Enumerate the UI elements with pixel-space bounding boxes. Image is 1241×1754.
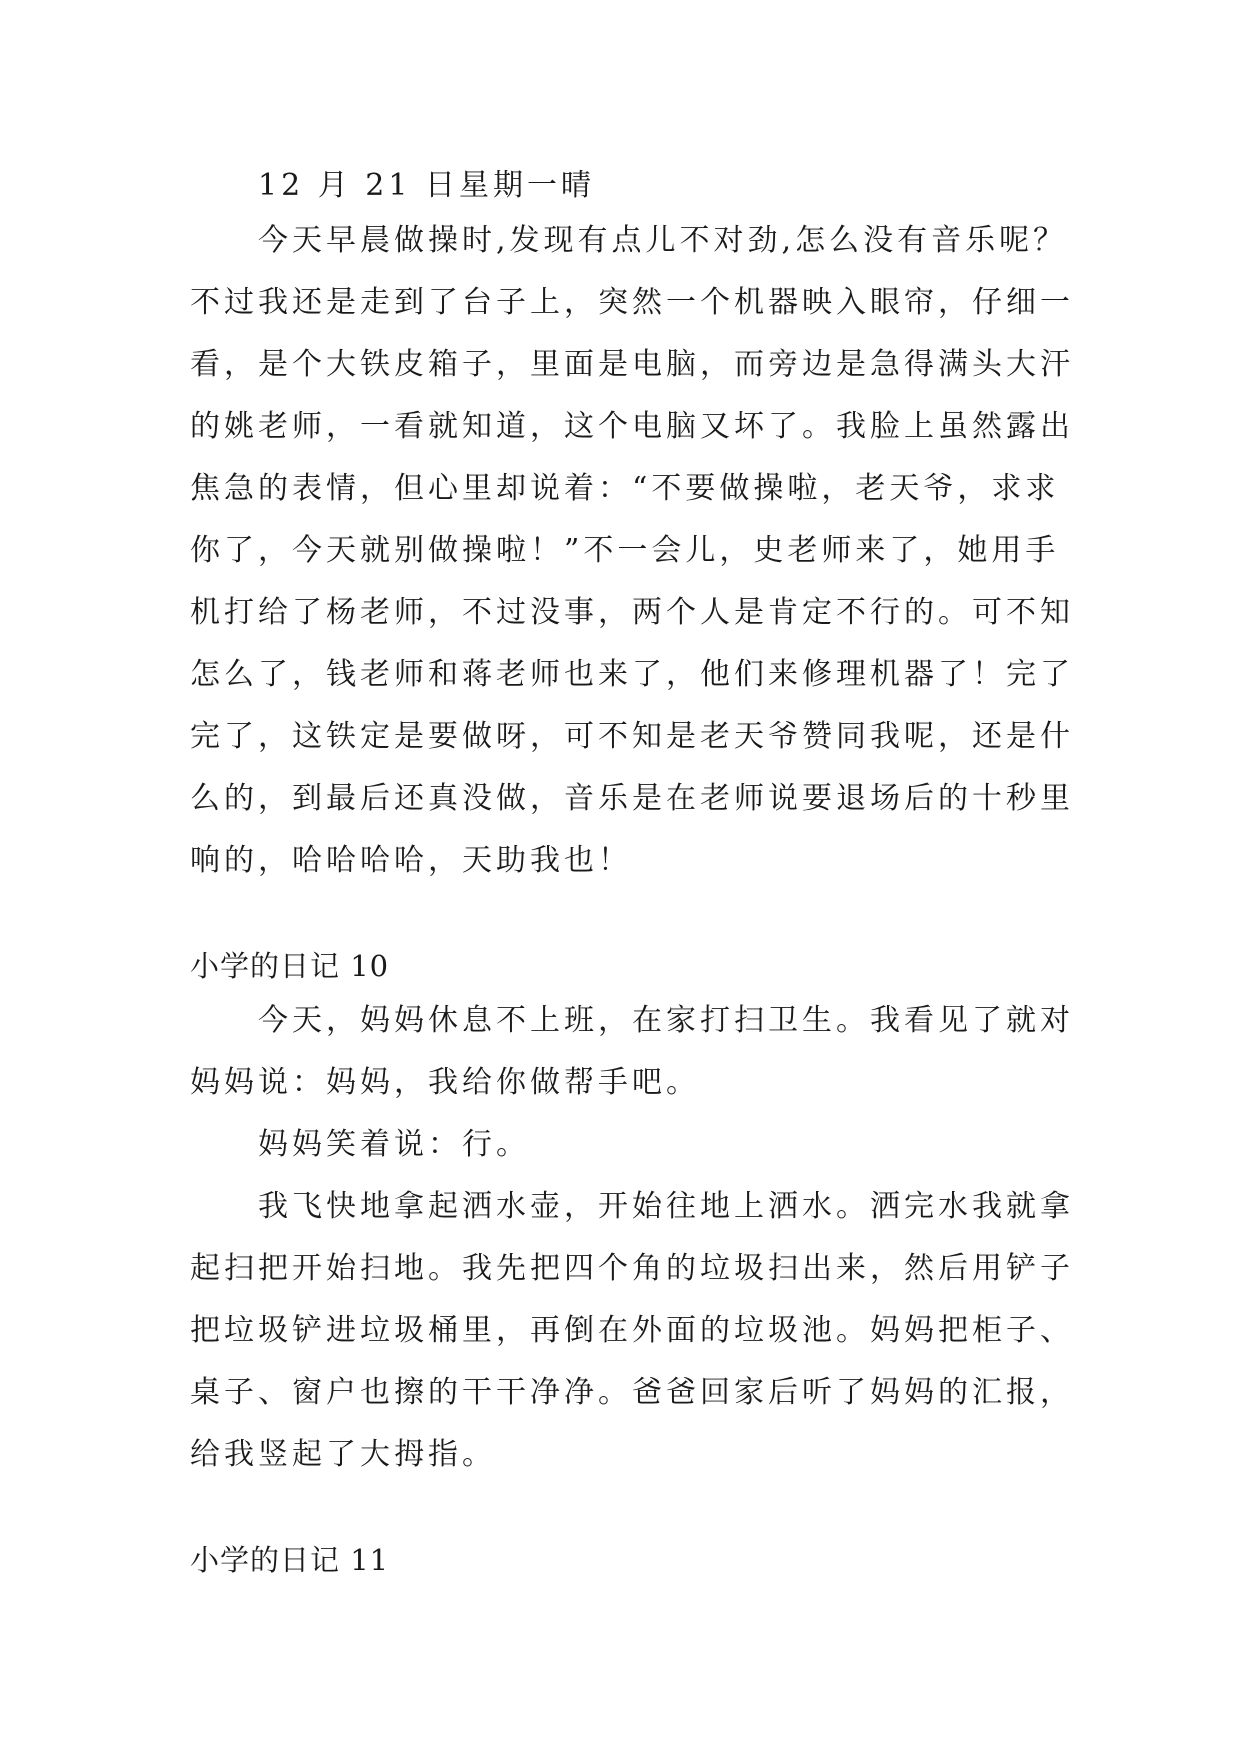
paragraph-line: 响的，哈哈哈哈，天助我也！ bbox=[190, 843, 632, 878]
paragraph-line: 妈妈笑着说：行。 bbox=[258, 1127, 530, 1162]
paragraph-line: 妈妈说：妈妈，我给你做帮手吧。 bbox=[190, 1065, 700, 1100]
paragraph-line: 把垃圾铲进垃圾桶里，再倒在外面的垃圾池。妈妈把柜子、 bbox=[190, 1313, 1074, 1348]
paragraph-line: 给我竖起了大拇指。 bbox=[190, 1437, 496, 1472]
paragraph-line: 么的，到最后还真没做，音乐是在老师说要退场后的十秒里 bbox=[190, 781, 1074, 816]
entry-title: 小学的日记 11 bbox=[190, 1543, 390, 1577]
paragraph-line: 怎么了，钱老师和蒋老师也来了，他们来修理机器了！完了 bbox=[190, 657, 1074, 692]
paragraph-line: 今天早晨做操时,发现有点儿不对劲,怎么没有音乐呢？ bbox=[258, 223, 1068, 258]
paragraph-line: 今天，妈妈休息不上班，在家打扫卫生。我看见了就对 bbox=[258, 1003, 1074, 1038]
entry-title: 小学的日记 10 bbox=[190, 949, 390, 983]
paragraph-line: 的姚老师，一看就知道，这个电脑又坏了。我脸上虽然露出 bbox=[190, 409, 1074, 444]
paragraph-line: 不过我还是走到了台子上，突然一个机器映入眼帘，仔细一 bbox=[190, 285, 1074, 320]
paragraph-line: 桌子、窗户也擦的干干净净。爸爸回家后听了妈妈的汇报， bbox=[190, 1375, 1074, 1410]
paragraph-line: 焦急的表情，但心里却说着：“不要做操啦，老天爷，求求 bbox=[190, 471, 1060, 506]
paragraph-line: 完了，这铁定是要做呀，可不知是老天爷赞同我呢，还是什 bbox=[190, 719, 1074, 754]
paragraph-line: 起扫把开始扫地。我先把四个角的垃圾扫出来，然后用铲子 bbox=[190, 1251, 1074, 1286]
paragraph-line: 你了，今天就别做操啦！”不一会儿，史老师来了，她用手 bbox=[190, 533, 1060, 568]
entry-date-line: 12 月 21 日星期一晴 bbox=[258, 168, 595, 203]
paragraph-line: 看，是个大铁皮箱子，里面是电脑，而旁边是急得满头大汗 bbox=[190, 347, 1074, 382]
paragraph-line: 机打给了杨老师，不过没事，两个人是肯定不行的。可不知 bbox=[190, 595, 1074, 630]
paragraph-line: 我飞快地拿起洒水壶，开始往地上洒水。洒完水我就拿 bbox=[258, 1189, 1074, 1224]
